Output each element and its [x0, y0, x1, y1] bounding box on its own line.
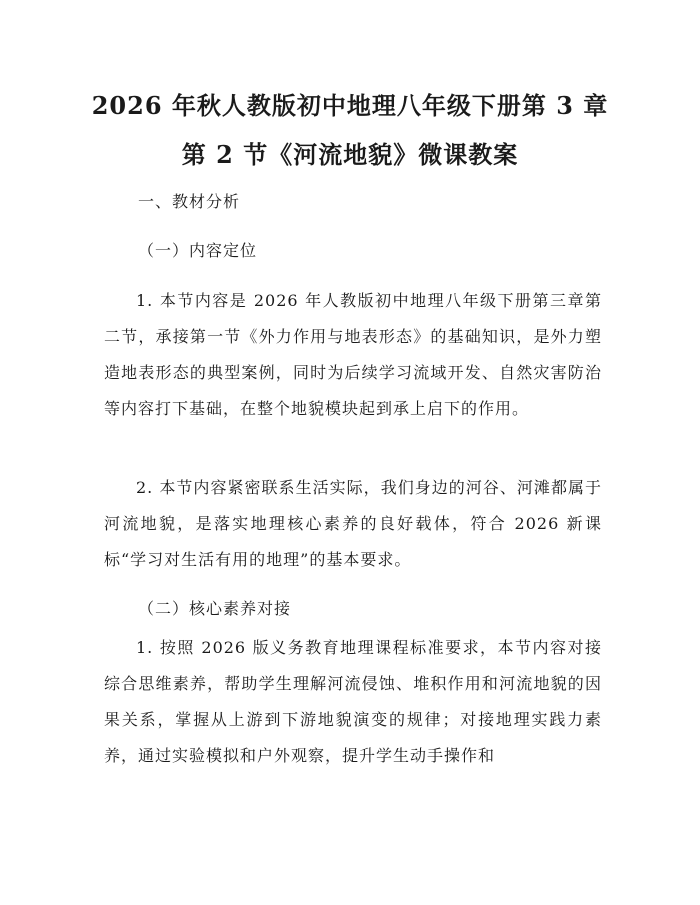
document-title-line-1: 2026 年秋人教版初中地理八年级下册第 3 章 [91, 91, 609, 120]
paragraph-content-positioning-1: 1. 本节内容是 2026 年人教版初中地理八年级下册第三章第二节，承接第一节《外力作用与地表形态》的基础知识，是外力塑造地表形态的典型案例，同时为后续学习流域开发、自然灾害防治等内容打下基础，在整个地貌模块起到承上启下的作用。 [104, 291, 602, 418]
subsection-heading-core-literacy: （二）核心素养对接 [138, 599, 292, 618]
document-title-line-2: 第 2 节《河流地貌》微课教案 [181, 140, 519, 169]
paragraph-content-positioning-2: 2. 本节内容紧密联系生活实际，我们身边的河谷、河滩都属于河流地貌，是落实地理核心素养的良好载体，符合 2026 新课标“学习对生活有用的地理”的基本要求。 [104, 478, 602, 569]
paragraph-core-literacy-1: 1. 按照 2026 版义务教育地理课程标准要求，本节内容对接综合思维素养，帮助学生理解河流侵蚀、堆积作用和河流地貌的因果关系，掌握从上游到下游地貌演变的规律；对接地理实践力素养，通过实验模拟和户外观察，提升学生动手操作和 [104, 638, 602, 765]
subsection-heading-content-positioning: （一）内容定位 [138, 241, 258, 260]
section-heading-textbook-analysis: 一、教材分析 [138, 192, 241, 211]
